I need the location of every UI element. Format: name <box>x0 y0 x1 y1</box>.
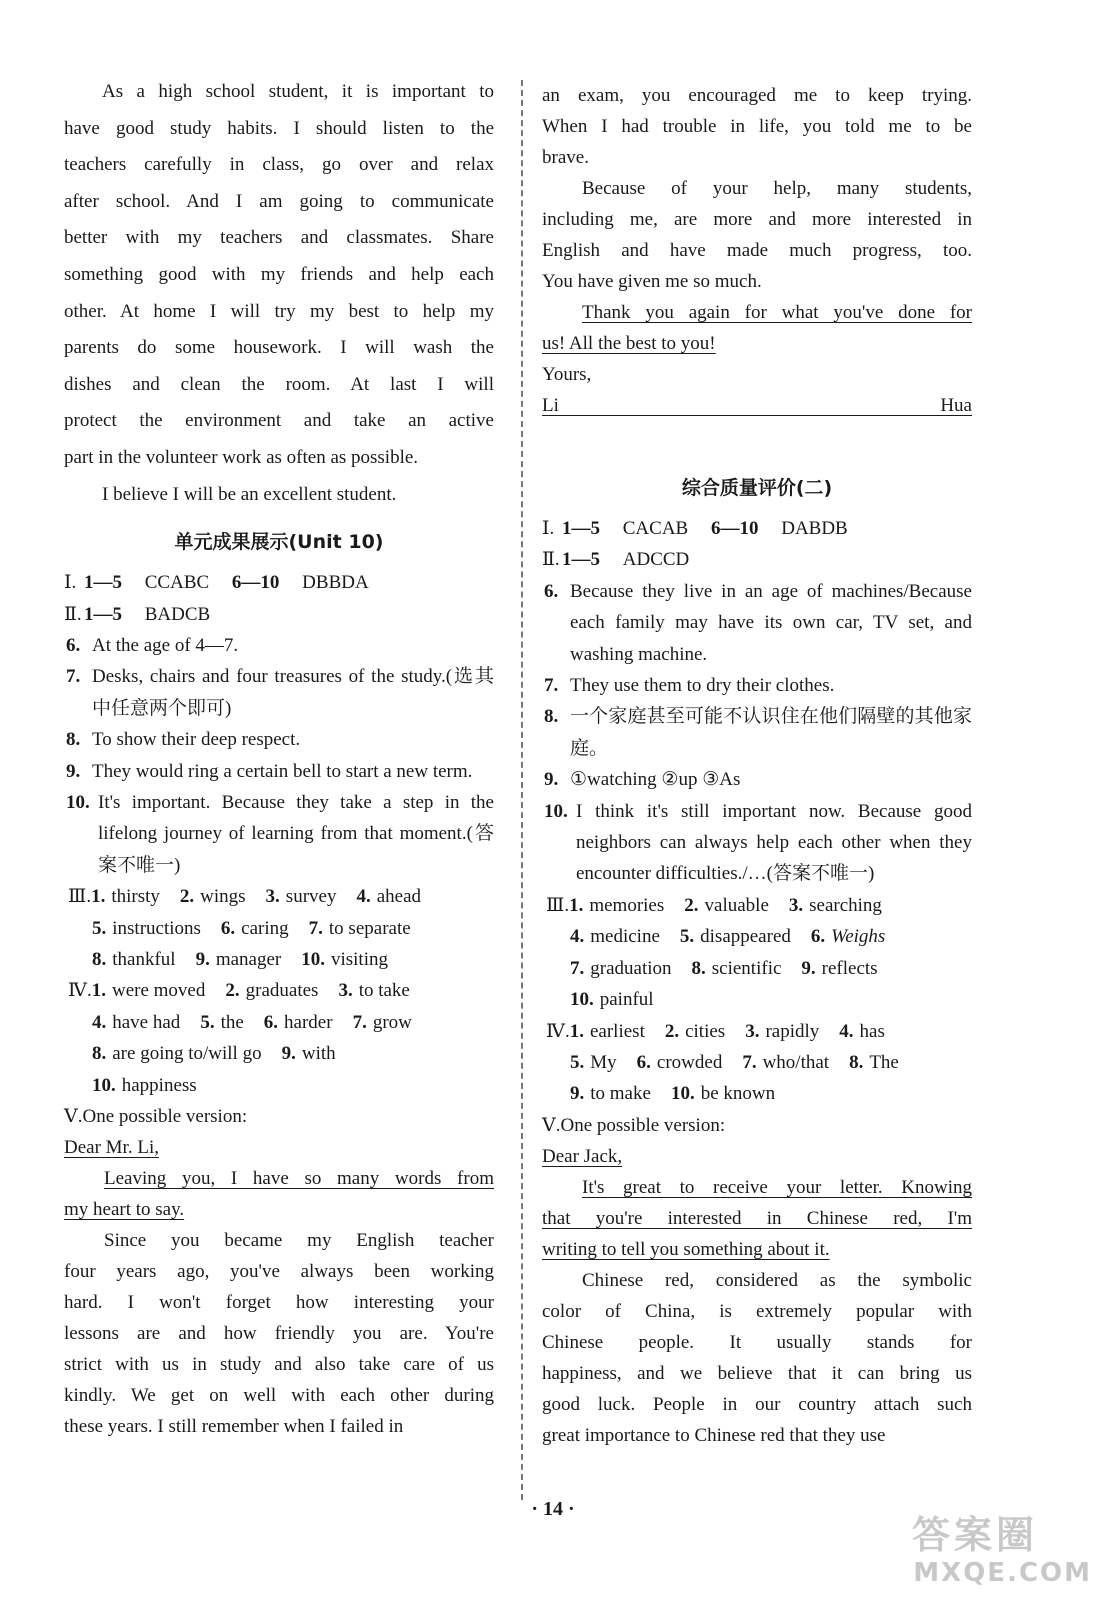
answer-cell <box>839 1016 885 1047</box>
letter-line <box>64 1194 494 1225</box>
answer-number: 6. <box>263 1011 279 1033</box>
underlined-text: It's great to receive your letter. Knowing <box>582 1177 972 1199</box>
item-number: 8. <box>66 729 81 751</box>
answer-item <box>542 764 972 795</box>
answer-item <box>542 670 972 701</box>
answer-row <box>64 975 494 1006</box>
answer-number: 1. <box>91 886 106 908</box>
letter-continuation <box>542 80 972 421</box>
answer-word: graduation <box>590 957 672 979</box>
letter-line: Because of your help, many students, <box>582 178 972 199</box>
answer-number: 2. <box>179 886 195 908</box>
answer-word: instructions <box>112 917 201 939</box>
answer-number: 2. <box>225 980 240 1002</box>
answer-word: thankful <box>112 949 176 970</box>
answer-number: 10. <box>670 1083 695 1105</box>
answer-word: Weighs <box>831 926 886 948</box>
section-heading-unit-10: 单元成果展示(Unit 10) <box>174 531 384 554</box>
answer-number: 2. <box>664 1020 680 1042</box>
section-5-label: Ⅴ.One possible version: <box>542 1114 726 1136</box>
answer-row <box>542 890 972 921</box>
item-text: Desks, chairs and four treasures of the study.(选其中任意两个即可) <box>92 666 494 719</box>
answer-number: 9. <box>801 957 816 979</box>
answer-number: 5. <box>570 1051 585 1073</box>
answer-word: crowded <box>656 1051 723 1073</box>
answer-number: 9. <box>195 949 210 970</box>
answer-cell <box>849 1047 899 1078</box>
letter-line <box>542 1172 972 1203</box>
answer-word: searching <box>809 894 882 916</box>
answer-number: 5. <box>92 917 107 939</box>
answer-word: reflects <box>821 957 878 979</box>
letter-line <box>542 297 972 328</box>
answer-cell <box>92 944 176 975</box>
item-number: 8. <box>544 706 559 728</box>
answer-cell <box>570 1047 617 1078</box>
answer-number: 4. <box>356 886 371 908</box>
letter-salutation: Dear Jack, <box>542 1146 623 1168</box>
letter-line: good luck. People in our country attach such <box>542 1394 972 1416</box>
answer-cell <box>200 1007 243 1038</box>
answer-word: The <box>869 1051 899 1073</box>
answer-cell <box>92 913 201 944</box>
answer-word: rapidly <box>765 1020 820 1042</box>
answer-number: 3. <box>338 980 353 1002</box>
answer-row <box>542 953 972 984</box>
essay-line: after school. And I am going to communicate <box>64 190 494 212</box>
answer-number: 8. <box>92 949 107 970</box>
answer-section-4 <box>64 975 494 1101</box>
answer-cell <box>92 975 206 1006</box>
answer-item <box>542 701 972 764</box>
item-number: 7. <box>66 666 81 688</box>
answer-number: 8. <box>691 957 706 979</box>
answer-cell <box>264 1007 333 1038</box>
answer-row <box>64 913 494 944</box>
answer-cell <box>91 881 160 912</box>
section-roman: Ⅳ. <box>68 980 92 1002</box>
answer-row <box>64 881 494 912</box>
answer-number: 1. <box>91 980 106 1002</box>
answer-cell <box>570 1078 651 1109</box>
answer-word: survey <box>285 886 337 908</box>
answer-number: 3. <box>265 886 280 908</box>
letter-line: an exam, you encouraged me to keep trying. <box>542 85 972 106</box>
answer-number: 7. <box>352 1011 367 1033</box>
column-divider <box>521 80 523 1500</box>
underlined-text: us! All the best to you! <box>542 333 716 354</box>
letter-line: English and have made much progress, too. <box>542 240 972 261</box>
letter-line: kindly. We get on well with each other during <box>64 1385 494 1407</box>
answer-cell <box>570 921 660 952</box>
answer-word: with <box>301 1043 336 1065</box>
underlined-text: writing to tell you something about it. <box>542 1239 830 1261</box>
letter-line: Chinese people. It usually stands for <box>542 1332 972 1354</box>
answer-row <box>64 1007 494 1038</box>
answer-word: wings <box>200 886 246 908</box>
answer-word: memories <box>589 894 665 916</box>
answer-item <box>64 661 494 724</box>
answer-word: the <box>220 1011 244 1033</box>
letter-line: Since you became my English teacher <box>104 1230 494 1252</box>
letter-line: strict with us in study and also take care of us <box>64 1354 494 1376</box>
answer-number: 5. <box>200 1011 215 1033</box>
answer-word: to make <box>590 1083 651 1105</box>
answer-cell <box>637 1047 723 1078</box>
answer-word: painful <box>599 989 654 1011</box>
answer-word: ahead <box>376 886 422 908</box>
item-number: 10. <box>66 791 90 813</box>
item-number: 6. <box>66 634 81 656</box>
letter-line: happiness, and we believe that it can bring us <box>542 1363 972 1385</box>
answer-cell <box>801 953 877 984</box>
answer-cell <box>180 881 246 912</box>
answer-word: who/that <box>762 1051 830 1073</box>
answer-item <box>542 796 972 890</box>
answer-cell <box>692 953 782 984</box>
section-heading-evaluation-2: 综合质量评价(二) <box>681 477 833 499</box>
answer-row <box>542 1016 972 1047</box>
answer-cell <box>570 953 672 984</box>
letter-line: You have given me so much. <box>542 271 762 292</box>
answer-cell <box>353 1007 412 1038</box>
answer-number: 6. <box>220 917 236 939</box>
answer-word: medicine <box>590 926 660 948</box>
item-number: 9. <box>66 760 81 782</box>
item-text: ①watching ②up ③As <box>570 769 741 791</box>
answer-word: disappeared <box>700 926 791 948</box>
answer-cell <box>570 984 654 1015</box>
answer-number: 10. <box>570 989 594 1011</box>
answer-row <box>542 984 972 1015</box>
answer-row <box>64 1070 494 1101</box>
essay-line: part in the volunteer work as often as possible. <box>64 446 419 468</box>
answer-cell <box>221 913 289 944</box>
section-roman: Ⅲ. <box>68 886 92 908</box>
watermark-logo: 答案圈 MXQE.COM <box>912 1513 1092 1588</box>
underlined-text: Leaving you, I have so many words from <box>104 1168 494 1190</box>
answer-number: 7. <box>742 1051 757 1073</box>
answer-number: 1. <box>569 1020 584 1042</box>
section-5-label: Ⅴ.One possible version: <box>64 1106 248 1128</box>
item-text: They use them to dry their clothes. <box>570 675 835 697</box>
answer-word: grow <box>372 1011 412 1033</box>
answer-word: be known <box>700 1083 776 1105</box>
letter-right <box>542 1141 972 1451</box>
answer-number: 1. <box>569 894 584 916</box>
answer-number: 8. <box>92 1043 107 1065</box>
letter-line: these years. I still remember when I failed in <box>64 1416 404 1438</box>
answer-row <box>542 921 972 952</box>
essay-line: As a high school student, it is important to <box>102 81 494 102</box>
letter-sign-off: Yours, <box>542 364 592 385</box>
letter-salutation: Dear Mr. Li, <box>64 1137 159 1159</box>
answer-word: to separate <box>328 917 411 939</box>
letter-line: brave. <box>542 147 589 168</box>
item-text: At the age of 4—7. <box>92 634 239 656</box>
answer-cell <box>282 1038 336 1069</box>
item-text: It's important. Because they take a step in the lifelong journey of learning from that moment.(答案不唯一) <box>98 791 494 876</box>
answer-number: 4. <box>839 1020 854 1042</box>
right-column <box>542 80 972 1451</box>
essay-line: something good with my friends and help each <box>64 263 494 285</box>
answer-item <box>64 724 494 755</box>
answer-number: 9. <box>570 1083 585 1105</box>
answer-number: 6. <box>636 1051 651 1073</box>
answer-number: 2. <box>684 894 699 916</box>
answer-number: 3. <box>788 894 804 916</box>
answer-word: have had <box>112 1011 181 1033</box>
essay-line: protect the environment and take an active <box>64 410 494 432</box>
answer-word: to take <box>358 980 410 1002</box>
letter-line: four years ago, you've always been working <box>64 1261 494 1283</box>
item-text: To show their deep respect. <box>92 729 301 751</box>
letter-signature: Li Hua <box>542 395 972 416</box>
answer-word: scientific <box>711 957 782 979</box>
answer-number: 3. <box>745 1020 760 1042</box>
answer-word: cities <box>685 1020 726 1042</box>
letter-line: hard. I won't forget how interesting your <box>64 1292 494 1314</box>
section-roman: Ⅳ. <box>546 1020 570 1042</box>
answer-cell <box>196 944 282 975</box>
underlined-text: Thank you again for what you've done for <box>582 302 972 323</box>
answer-cell <box>684 890 769 921</box>
answer-word: graduates <box>245 980 319 1002</box>
answer-word: were moved <box>111 980 206 1002</box>
answer-item <box>64 630 494 661</box>
answer-number: 4. <box>570 926 585 948</box>
answer-cell <box>225 975 318 1006</box>
answer-section-2-items <box>64 630 494 881</box>
answer-word: visiting <box>330 949 388 970</box>
answer-cell <box>742 1047 829 1078</box>
letter-line: When I had trouble in life, you told me to be <box>542 116 972 137</box>
answer-cell <box>92 1007 180 1038</box>
letter-line <box>542 1203 972 1234</box>
answer-cell <box>789 890 882 921</box>
essay-line: parents do some housework. I will wash the <box>64 337 494 359</box>
answer-number: 10. <box>92 1074 116 1096</box>
answer-word: My <box>590 1051 617 1073</box>
answer-word: earliest <box>589 1020 645 1042</box>
answer-section-1: Ⅰ. 1—5 CACAB 6—10 DABDB <box>542 518 848 539</box>
answer-number: 4. <box>92 1011 107 1033</box>
answer-word: thirsty <box>111 886 160 908</box>
letter-line: great importance to Chinese red that they use <box>542 1425 886 1447</box>
answer-cell <box>745 1016 819 1047</box>
answer-row <box>542 1078 972 1109</box>
answer-row <box>64 944 494 975</box>
essay-line: dishes and clean the room. At last I will <box>64 373 494 395</box>
item-text: They would ring a certain bell to start a new term. <box>92 760 473 782</box>
section-roman: Ⅲ. <box>546 894 570 916</box>
letter-line: color of China, is extremely popular with <box>542 1301 972 1323</box>
answer-cell <box>92 1038 262 1069</box>
letter-line: including me, are more and more interested in <box>542 209 972 230</box>
answer-row <box>64 1038 494 1069</box>
answer-cell <box>811 921 885 952</box>
answer-word: valuable <box>704 894 769 916</box>
answer-number: 9. <box>281 1043 296 1065</box>
answer-section-3 <box>542 890 972 1016</box>
answer-cell <box>301 944 388 975</box>
answer-section-2: Ⅱ. 1—5 BADCB <box>64 603 211 625</box>
answer-section-2-items <box>542 576 972 890</box>
answer-cell <box>665 1016 725 1047</box>
answer-number: 7. <box>308 917 323 939</box>
answer-word: happiness <box>121 1074 197 1096</box>
answer-cell <box>356 881 421 912</box>
essay-line: better with my teachers and classmates. Share <box>64 227 494 249</box>
page-number: · 14 · <box>531 1498 575 1520</box>
essay-closing: I believe I will be an excellent student. <box>102 483 397 505</box>
answer-section-3 <box>64 881 494 975</box>
answer-item <box>64 787 494 881</box>
letter-line: lessons are and how friendly you are. You're <box>64 1323 494 1345</box>
item-text: 一个家庭甚至可能不认识住在他们隔壁的其他家庭。 <box>570 706 972 759</box>
left-column <box>64 74 494 1442</box>
essay-line: other. At home I will try my best to help my <box>64 300 494 322</box>
essay-line: teachers carefully in class, go over and relax <box>64 154 494 176</box>
answer-cell <box>338 975 409 1006</box>
item-number: 10. <box>544 800 568 822</box>
answer-item <box>542 576 972 670</box>
letter-left <box>64 1132 494 1442</box>
answer-word: are going to/will go <box>112 1043 262 1065</box>
answer-cell <box>266 881 337 912</box>
answer-cell <box>671 1078 775 1109</box>
essay-line: have good study habits. I should listen to the <box>64 117 494 139</box>
answer-word: has <box>859 1020 885 1042</box>
answer-word: harder <box>284 1011 333 1033</box>
item-text: I think it's still important now. Because good neighbors can always help each other when they encounter difficulties./…(答案不唯一) <box>576 800 972 885</box>
answer-cell <box>92 1070 197 1101</box>
answer-item <box>64 756 494 787</box>
item-number: 7. <box>544 675 559 697</box>
letter-line <box>542 1234 972 1265</box>
answer-section-1: Ⅰ. 1—5 CCABC 6—10 DBBDA <box>64 572 369 594</box>
item-number: 6. <box>544 580 559 602</box>
letter-line <box>64 1163 494 1194</box>
answer-cell <box>569 890 664 921</box>
answer-word: manager <box>215 949 282 970</box>
letter-line: Chinese red, considered as the symbolic <box>582 1270 972 1292</box>
answer-number: 10. <box>301 949 325 970</box>
answer-row <box>542 1047 972 1078</box>
underlined-text: that you're interested in Chinese red, I'm <box>542 1208 972 1230</box>
underlined-text: my heart to say. <box>64 1199 185 1221</box>
item-text: Because they live in an age of machines/Because each family may have its own car, TV set, and washing machine. <box>570 580 972 665</box>
answer-word: caring <box>241 917 289 939</box>
answer-section-4 <box>542 1016 972 1110</box>
answer-number: 6. <box>810 926 826 948</box>
answer-number: 7. <box>570 957 585 979</box>
item-number: 9. <box>544 769 559 791</box>
letter-line <box>542 328 972 359</box>
answer-cell <box>680 921 791 952</box>
answer-number: 5. <box>679 926 695 948</box>
answer-cell <box>570 1016 645 1047</box>
answer-number: 8. <box>849 1051 864 1073</box>
essay <box>64 74 494 477</box>
answer-section-2: Ⅱ. 1—5 ADCCD <box>542 549 690 571</box>
answer-cell <box>309 913 411 944</box>
